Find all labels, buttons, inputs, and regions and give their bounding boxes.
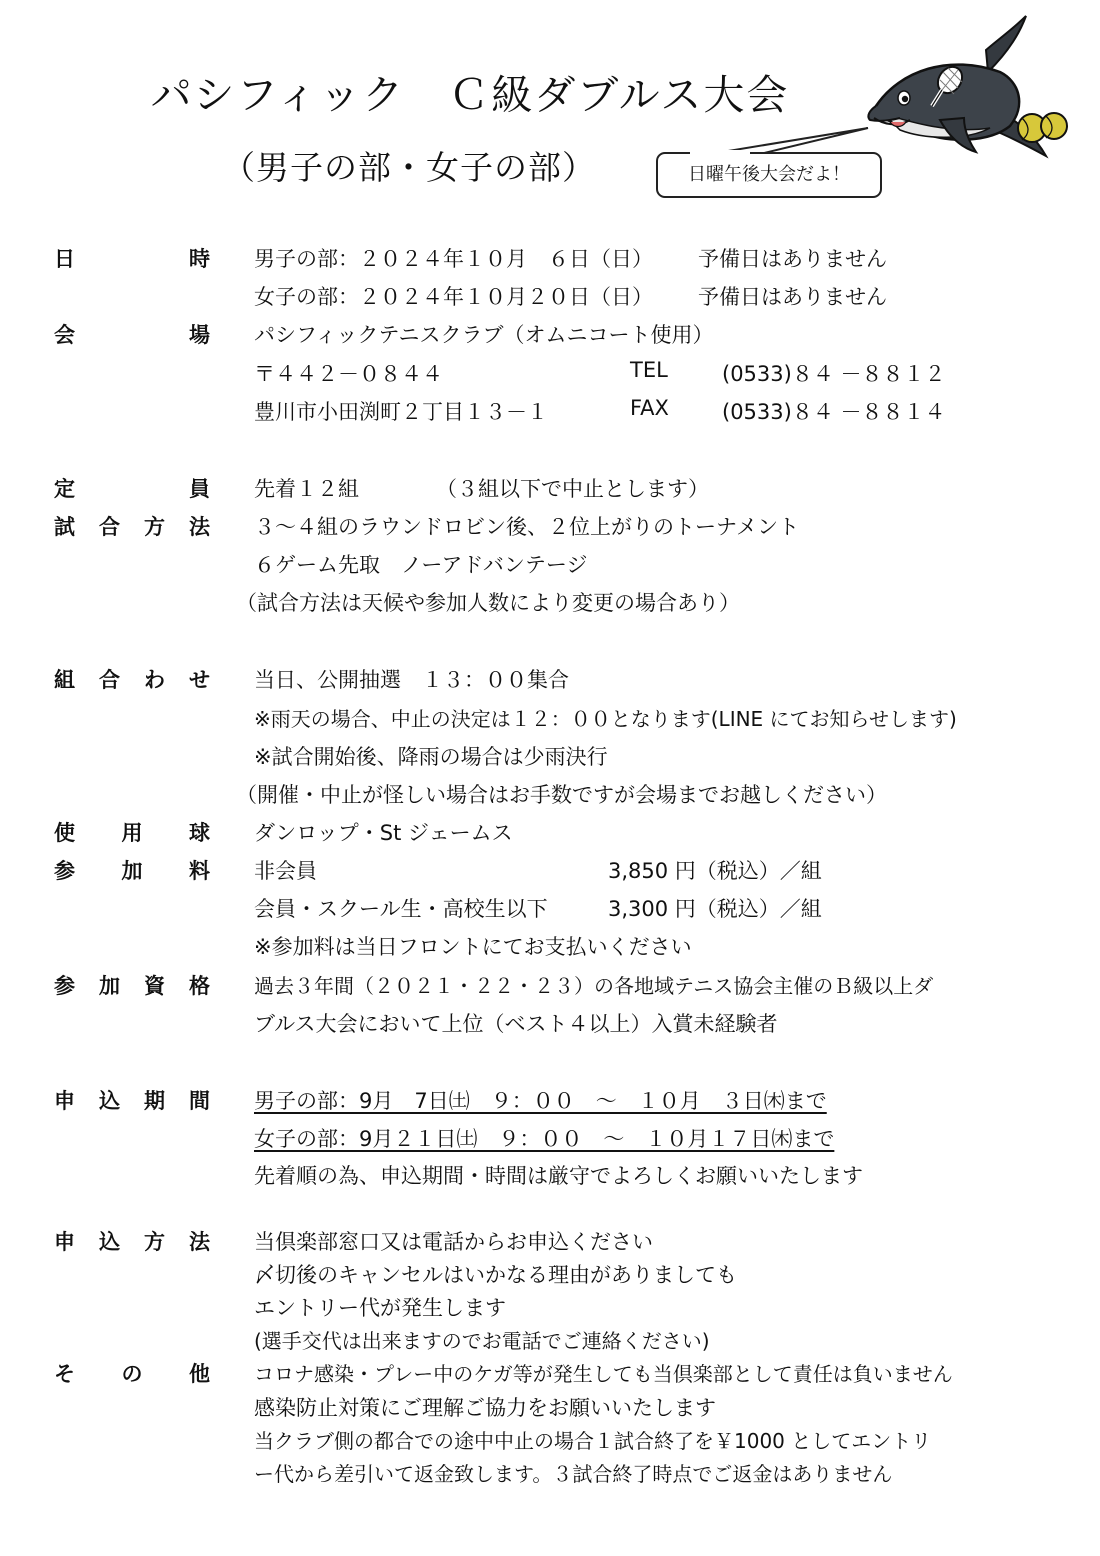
datetime-men: 男子の部：２０２４年１０月 ６日（日） xyxy=(254,247,653,271)
venue-fax-label: FAX xyxy=(630,396,669,420)
format-line2: ６ゲーム先取 ノーアドバンテージ xyxy=(254,553,588,577)
draw-line3: ※試合開始後、降雨の場合は少雨決行 xyxy=(254,745,608,769)
draw-line2: ※雨天の場合、中止の決定は１２：００となります(LINE にてお知らせします) xyxy=(254,707,957,731)
venue-name: パシフィックテニスクラブ（オムニコート使用） xyxy=(254,323,714,347)
row-method-4 xyxy=(0,1325,1100,1355)
row-draw xyxy=(0,664,1100,694)
other-line1: コロナ感染・プレー中のケガ等が発生しても当倶楽部として責任は負いません xyxy=(254,1362,953,1386)
row-method-3 xyxy=(0,1292,1100,1322)
venue-tel-label: TEL xyxy=(630,358,668,382)
label-format: 試 合 方 法 xyxy=(54,515,210,539)
bubble-tail-mask xyxy=(690,150,750,156)
row-other-2 xyxy=(0,1392,1100,1422)
ball-text: ダンロップ・St ジェームス xyxy=(254,821,513,845)
fee-nonmember-price: 3,850 円（税込）／組 xyxy=(608,859,822,883)
row-period-women xyxy=(0,1123,1100,1153)
label-other: そ の 他 xyxy=(54,1362,210,1386)
row-draw-4 xyxy=(0,779,1100,809)
row-other xyxy=(0,1358,1100,1388)
row-venue xyxy=(0,319,1100,349)
row-format-3 xyxy=(0,587,1100,617)
venue-postal: 〒４４２－０８４４ xyxy=(254,362,443,386)
page-subtitle: （男子の部・女子の部） xyxy=(222,148,596,187)
label-period: 申 込 期 間 xyxy=(54,1089,210,1113)
row-venue-postal xyxy=(0,358,1100,388)
row-eligibility xyxy=(0,970,1100,1000)
row-format xyxy=(0,511,1100,541)
fee-nonmember: 非会員 xyxy=(254,859,317,883)
row-fee-note xyxy=(0,931,1100,961)
other-line4: ー代から差引いて返金致します。３試合終了時点でご返金はありません xyxy=(254,1462,893,1486)
row-datetime xyxy=(0,243,1100,273)
datetime-women: 女子の部：２０２４年１０月２０日（日） xyxy=(254,285,653,309)
other-line2: 感染防止対策にご理解ご協力をお願いいたします xyxy=(254,1396,716,1420)
row-other-4 xyxy=(0,1458,1100,1488)
period-men: 男子の部：9月 7日㈯ ９：００ ～ １０月 ３日㈭まで xyxy=(254,1089,827,1113)
method-line4: (選手交代は出来ますのでお電話でご連絡ください) xyxy=(254,1329,710,1353)
row-ball xyxy=(0,817,1100,847)
row-fee-member xyxy=(0,893,1100,923)
row-capacity xyxy=(0,473,1100,503)
row-period-note xyxy=(0,1160,1100,1190)
row-datetime-women xyxy=(0,281,1100,311)
fee-member: 会員・スクール生・高校生以下 xyxy=(254,897,548,921)
page-title: パシフィック Ｃ級ダブルス大会 xyxy=(150,71,790,119)
venue-tel: (0533)８４ －８８１２ xyxy=(722,362,946,386)
row-method xyxy=(0,1226,1100,1256)
label-ball: 使 用 球 xyxy=(54,821,210,845)
format-line3: （試合方法は天候や参加人数により変更の場合あり） xyxy=(236,591,740,615)
draw-line4: （開催・中止が怪しい場合はお手数ですが会場までお越しください） xyxy=(236,783,887,807)
label-fee: 参 加 料 xyxy=(54,859,210,883)
row-venue-address xyxy=(0,396,1100,426)
eligibility-line2: ブルス大会において上位（ベスト４以上）入賞未経験者 xyxy=(254,1012,778,1036)
speech-bubble: 日曜午後大会だよ！ xyxy=(656,152,882,198)
label-capacity: 定 員 xyxy=(54,477,210,501)
method-line2: 〆切後のキャンセルはいかなる理由がありましても xyxy=(254,1263,737,1287)
datetime-women-note: 予備日はありません xyxy=(698,285,887,309)
row-fee xyxy=(0,855,1100,885)
fee-note: ※参加料は当日フロントにてお支払いください xyxy=(254,935,692,959)
period-note: 先着順の為、申込期間・時間は厳守でよろしくお願いいたします xyxy=(254,1164,863,1188)
capacity-note: （３組以下で中止とします） xyxy=(436,477,709,501)
label-venue: 会 場 xyxy=(54,323,210,347)
method-line1: 当倶楽部窓口又は電話からお申込ください xyxy=(254,1230,653,1254)
datetime-men-note: 予備日はありません xyxy=(698,247,887,271)
row-draw-2 xyxy=(0,703,1100,733)
venue-fax: (0533)８４ －８８１４ xyxy=(722,400,946,424)
eligibility-line1: 過去３年間（２０２１・２２・２３）の各地域テニス協会主催のＢ級以上ダ xyxy=(254,974,934,998)
row-period xyxy=(0,1085,1100,1115)
capacity-text: 先着１２組 xyxy=(254,477,359,501)
method-line3: エントリー代が発生します xyxy=(254,1296,506,1320)
label-draw: 組 合 わ せ xyxy=(54,668,210,692)
row-method-2 xyxy=(0,1259,1100,1289)
label-method: 申 込 方 法 xyxy=(54,1230,210,1254)
draw-line1: 当日、公開抽選 １３：００集合 xyxy=(254,668,569,692)
venue-address: 豊川市小田渕町２丁目１３－１ xyxy=(254,400,548,424)
label-eligibility: 参 加 資 格 xyxy=(54,974,210,998)
row-eligibility-2 xyxy=(0,1008,1100,1038)
label-datetime: 日 時 xyxy=(54,247,210,271)
row-other-3 xyxy=(0,1425,1100,1455)
period-women: 女子の部：9月２１日㈯ ９：００ ～ １０月１７日㈭まで xyxy=(254,1127,835,1151)
other-line3: 当クラブ側の都合での途中中止の場合１試合終了を￥1000 としてエントリ xyxy=(254,1429,932,1453)
row-format-2 xyxy=(0,549,1100,579)
fee-member-price: 3,300 円（税込）／組 xyxy=(608,897,822,921)
row-draw-3 xyxy=(0,741,1100,771)
format-line1: ３～４組のラウンドロビン後、２位上がりのトーナメント xyxy=(254,515,800,539)
